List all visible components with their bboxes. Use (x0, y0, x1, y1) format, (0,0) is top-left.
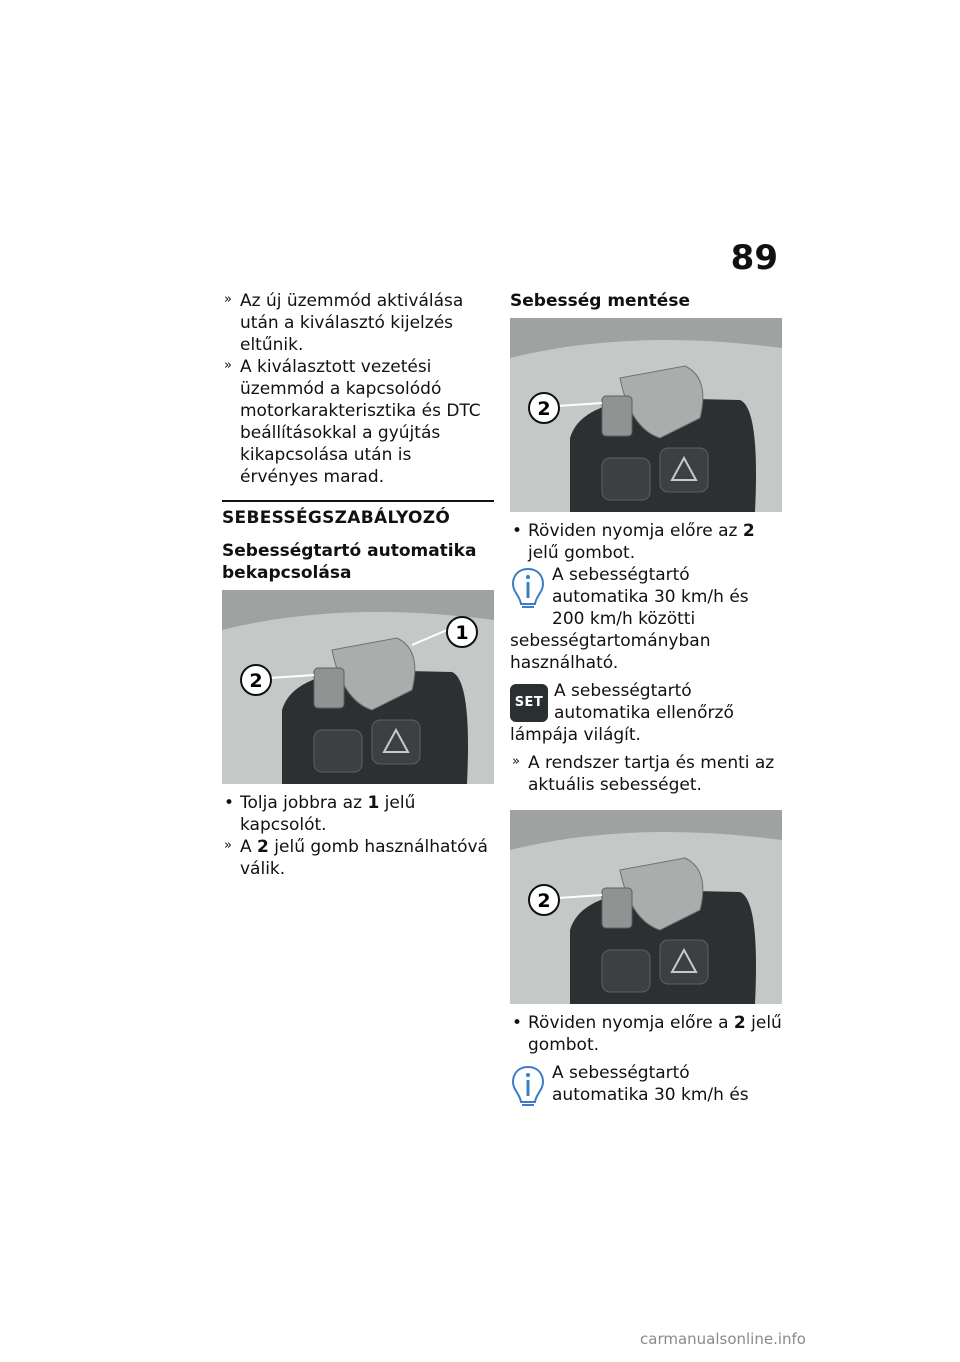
indicator-note (510, 680, 782, 746)
subsection-title: Sebességtartó automatika bekapcsolása (222, 541, 477, 583)
step-item: • Röviden nyomja előre a 2 jelű gombot. (510, 1012, 782, 1056)
info-note (510, 564, 782, 674)
note-text: A sebességtartó automatika 30 km/h és 200 km/h közötti sebességtartományban használható. (510, 565, 749, 673)
cruise-control-switch-figure (222, 590, 494, 784)
result-item: » Az új üzemmód aktiválása után a kiválasztó kijelzés eltűnik. (222, 290, 494, 356)
note-text: A sebességtartó automatika ellenőrző lámpája világít. (510, 681, 734, 745)
subsection-title: Sebesség mentése (510, 291, 690, 311)
step-item: • Tolja jobbra az 1 jelű kapcsolót. (222, 792, 494, 836)
result-item: » A rendszer tartja és menti az aktuális sebességet. (510, 752, 782, 796)
step-item: • Röviden nyomja előre az 2 jelű gombot. (510, 520, 782, 564)
speed-save-figure-1 (510, 318, 782, 512)
info-note (510, 1062, 782, 1110)
figure-label: 2 (537, 890, 551, 912)
watermark: carmanualsonline.info (640, 1330, 806, 1348)
left-column (222, 290, 494, 880)
info-icon (510, 566, 546, 610)
speed-save-figure-2 (510, 810, 782, 1004)
result-item: » A 2 jelű gomb használhatóvá válik. (222, 836, 494, 880)
section-title: SEBESSÉGSZABÁLYOZÓ (222, 508, 451, 528)
figure-label: 2 (537, 398, 551, 420)
page-number: 89 (730, 238, 778, 278)
info-icon (510, 1064, 546, 1108)
result-item: » A kiválasztott vezetési üzemmód a kapcsolódó motorkarakterisztika és DTC beállításokkal a gyújtás kikapcsolása után is érvényes marad. (222, 356, 494, 488)
section-divider (222, 500, 494, 502)
figure-label: 1 (455, 622, 469, 644)
set-indicator-icon: SET (510, 684, 548, 722)
note-text: A sebességtartó automatika 30 km/h és (552, 1063, 749, 1105)
right-column (510, 290, 782, 1110)
figure-label: 2 (249, 670, 263, 692)
